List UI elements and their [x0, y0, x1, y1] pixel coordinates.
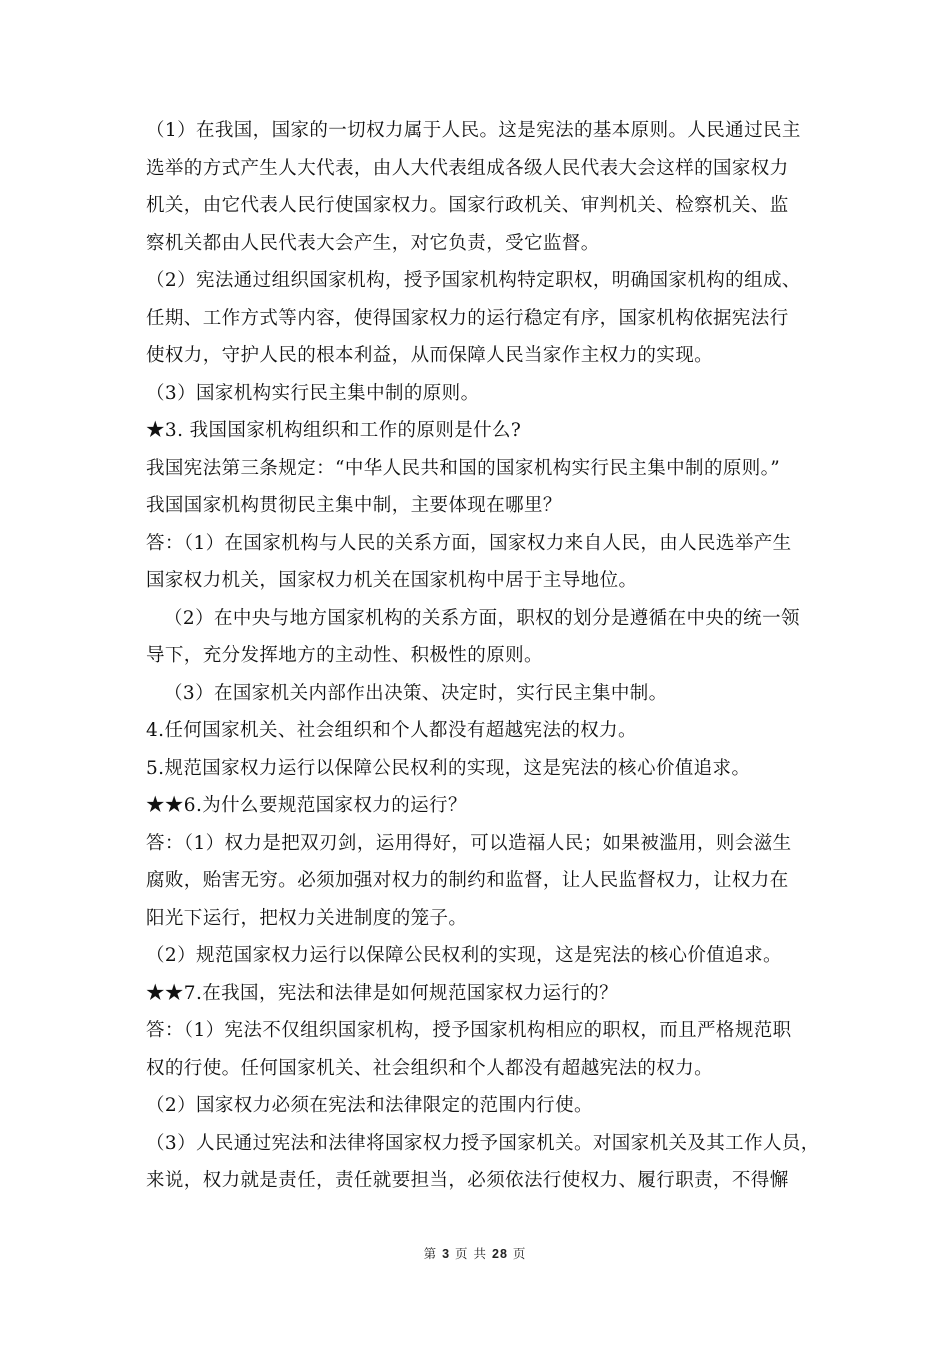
text-line: 机关，由它代表人民行使国家权力。国家行政机关、审判机关、检察机关、监: [146, 195, 789, 216]
text-line: 我国国家机构贯彻民主集中制，主要体现在哪里？: [146, 495, 562, 516]
text-line: 权的行使。任何国家机关、社会组织和个人都没有超越宪法的权力。: [146, 1057, 714, 1079]
page-total: 28: [492, 1247, 508, 1261]
text-line: （2）宪法通过组织国家机构，授予国家机构特定职权，明确国家机构的组成、: [146, 270, 801, 291]
footer-suffix: 页: [512, 1246, 527, 1261]
document-body: [146, 112, 820, 1200]
text-line: 任期、工作方式等内容，使得国家权力的运行稳定有序，国家机构依据宪法行: [146, 307, 789, 329]
text-line: 腐败，贻害无穷。必须加强对权力的制约和监督，让人民监督权力，让权力在: [146, 870, 789, 891]
text-line: 5.规范国家权力运行以保障公民权利的实现，这是宪法的核心价值追求。: [146, 757, 751, 779]
text-line: 阳光下运行，把权力关进制度的笼子。: [146, 907, 468, 929]
text-line: 察机关都由人民代表大会产生，对它负责，受它监督。: [146, 232, 600, 254]
question-heading: ★★6.为什么要规范国家权力的运行？: [146, 795, 467, 816]
answer-line: 答：（1）在国家机构与人民的关系方面，国家权力来自人民，由人民选举产生: [146, 532, 792, 554]
text-line: 国家权力机关，国家权力机关在国家机构中居于主导地位。: [146, 570, 638, 591]
text-line: （1）在我国，国家的一切权力属于人民。这是宪法的基本原则。人民通过民主: [146, 120, 801, 141]
text-line: 我国宪法第三条规定：“中华人民共和国的国家机构实行民主集中制的原则。”: [146, 457, 781, 479]
text-line: 使权力，守护人民的根本利益，从而保障人民当家作主权力的实现。: [146, 345, 714, 366]
text-line: （2）在中央与地方国家机构的关系方面，职权的划分是遵循在中央的统一领: [164, 607, 800, 629]
answer-line: 答：（1）权力是把双刃剑，运用得好，可以造福人民；如果被滥用，则会滋生: [146, 832, 792, 854]
text-line: （3）国家机构实行民主集中制的原则。: [146, 382, 480, 404]
question-heading: ★3. 我国国家机构组织和工作的原则是什么?: [146, 420, 522, 441]
answer-line: 答：（1）宪法不仅组织国家机构，授予国家机构相应的职权，而且严格规范职: [146, 1020, 792, 1041]
text-line: （2）国家权力必须在宪法和法律限定的范围内行使。: [146, 1095, 593, 1116]
question-heading: ★★7.在我国，宪法和法律是如何规范国家权力运行的？: [146, 982, 619, 1004]
page-footer: [0, 1244, 950, 1262]
text-line: 来说，权力就是责任，责任就要担当，必须依法行使权力、履行职责，不得懈: [146, 1170, 789, 1191]
page-number: 3: [442, 1247, 451, 1261]
text-line: 4.任何国家机关、社会组织和个人都没有超越宪法的权力。: [146, 720, 637, 741]
footer-prefix: 第: [423, 1246, 438, 1261]
text-line: （2）规范国家权力运行以保障公民权利的实现，这是宪法的核心价值追求。: [146, 945, 782, 966]
text-line: （3）人民通过宪法和法律将国家权力授予国家机关。对国家机关及其工作人员，: [146, 1132, 820, 1154]
footer-middle: 页 共: [455, 1246, 488, 1261]
text-line: （3）在国家机关内部作出决策、决定时，实行民主集中制。: [164, 682, 668, 704]
text-line: 导下，充分发挥地方的主动性、积极性的原则。: [146, 645, 543, 666]
text-line: 选举的方式产生人大代表，由人大代表组成各级人民代表大会这样的国家权力: [146, 157, 789, 179]
